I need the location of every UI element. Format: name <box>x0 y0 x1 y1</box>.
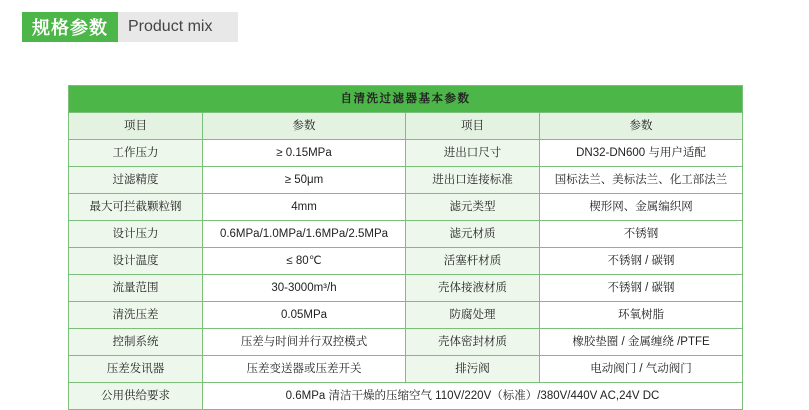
row-value: 压差与时间并行双控模式 <box>203 329 406 356</box>
row-value: 4mm <box>203 194 406 221</box>
row-label: 滤元类型 <box>406 194 540 221</box>
row-label: 滤元材质 <box>406 221 540 248</box>
table-header-row <box>69 113 743 140</box>
row-value: 0.05MPa <box>203 302 406 329</box>
row-value: 0.6MPa/1.0MPa/1.6MPa/2.5MPa <box>203 221 406 248</box>
table-row <box>69 329 743 356</box>
table-row <box>69 140 743 167</box>
row-label: 进出口尺寸 <box>406 140 540 167</box>
column-header-1: 项目 <box>69 113 203 140</box>
row-label: 工作压力 <box>69 140 203 167</box>
row-label: 活塞杆材质 <box>406 248 540 275</box>
row-value: 不锈钢 <box>540 221 743 248</box>
row-label: 排污阀 <box>406 356 540 383</box>
footer-label: 公用供给要求 <box>69 383 203 410</box>
row-value: DN32-DN600 与用户适配 <box>540 140 743 167</box>
row-value: 30-3000m³/h <box>203 275 406 302</box>
row-label: 过滤精度 <box>69 167 203 194</box>
row-value: ≥ 0.15MPa <box>203 140 406 167</box>
row-label: 壳体接液材质 <box>406 275 540 302</box>
spec-table <box>68 85 743 410</box>
row-value: 不锈钢 / 碳钢 <box>540 275 743 302</box>
table-row <box>69 167 743 194</box>
banner-title-cn: 规格参数 <box>22 12 118 42</box>
table-row <box>69 275 743 302</box>
table-row <box>69 248 743 275</box>
row-value: 不锈钢 / 碳钢 <box>540 248 743 275</box>
spec-table-container <box>68 85 742 410</box>
page-banner <box>22 12 238 42</box>
row-label: 进出口连接标准 <box>406 167 540 194</box>
table-row <box>69 356 743 383</box>
row-label: 设计压力 <box>69 221 203 248</box>
column-header-3: 项目 <box>406 113 540 140</box>
row-label: 控制系统 <box>69 329 203 356</box>
row-label: 流量范围 <box>69 275 203 302</box>
column-header-2: 参数 <box>203 113 406 140</box>
row-value: 环氧树脂 <box>540 302 743 329</box>
row-label: 防腐处理 <box>406 302 540 329</box>
row-label: 清洗压差 <box>69 302 203 329</box>
table-title: 自清洗过滤器基本参数 <box>69 86 743 113</box>
row-label: 压差发讯器 <box>69 356 203 383</box>
row-value: 橡胶垫圈 / 金属缠绕 /PTFE <box>540 329 743 356</box>
row-value: 压差变送器或压差开关 <box>203 356 406 383</box>
row-label: 设计温度 <box>69 248 203 275</box>
table-footer-row <box>69 383 743 410</box>
table-row <box>69 221 743 248</box>
row-value: ≤ 80℃ <box>203 248 406 275</box>
row-value: ≥ 50μm <box>203 167 406 194</box>
row-label: 最大可拦截颗粒钢 <box>69 194 203 221</box>
column-header-4: 参数 <box>540 113 743 140</box>
row-value: 电动阀门 / 气动阀门 <box>540 356 743 383</box>
table-row <box>69 194 743 221</box>
row-value: 楔形网、金属编织网 <box>540 194 743 221</box>
row-value: 国标法兰、美标法兰、化工部法兰 <box>540 167 743 194</box>
banner-title-en: Product mix <box>118 12 238 42</box>
footer-value: 0.6MPa 清洁干燥的压缩空气 110V/220V（标准）/380V/440V AC,24V DC <box>203 383 743 410</box>
table-title-row <box>69 86 743 113</box>
row-label: 壳体密封材质 <box>406 329 540 356</box>
table-row <box>69 302 743 329</box>
